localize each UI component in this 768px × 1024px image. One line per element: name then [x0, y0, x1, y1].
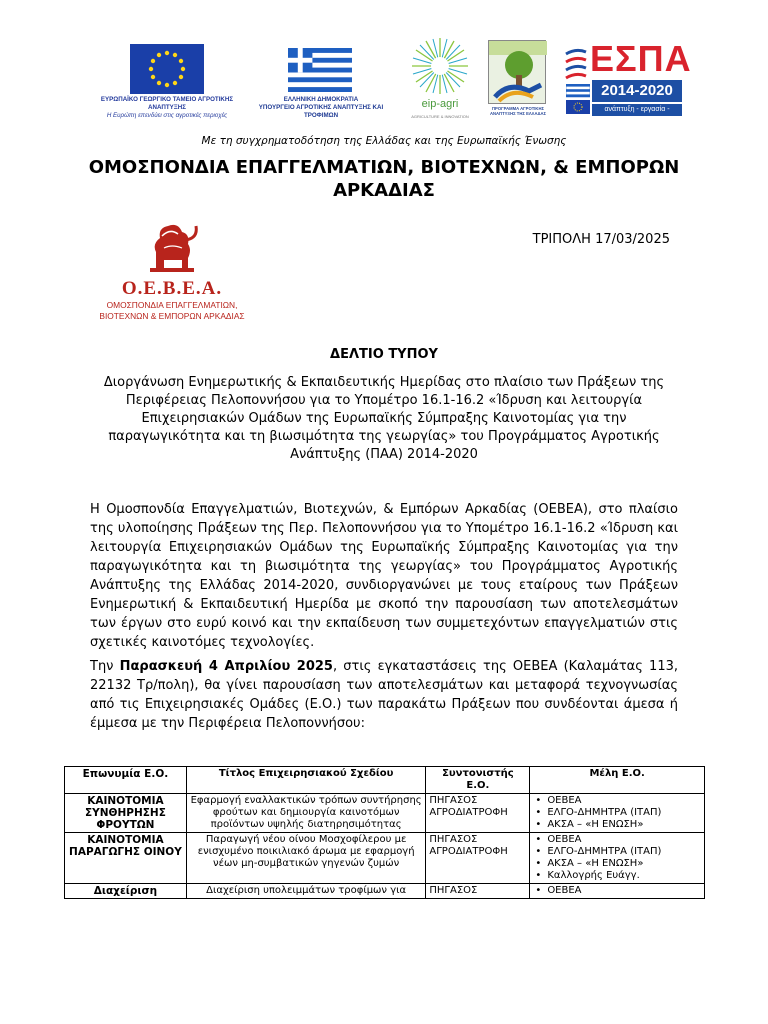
- eo-members: [530, 884, 705, 899]
- eo-members: [530, 833, 705, 884]
- lion-emblem-icon: [142, 218, 202, 278]
- paragraph-2-rest: , στις εγκαταστάσεις της ΟΕΒΕΑ (Καλαμάτας 113, 22132 Τρ/πολη), θα γίνει παρουσίαση των αποτελεσμάτων και μεταφορά τεχνογνωσίας από τις Επιχειρησιακές Ομάδες (Ε.Ο.) των παρακάτω Πράξεων που συνδέονται άμεσα ή έμμεσα με την Περιφέρεια Πελοποννήσου:: [90, 659, 678, 731]
- espa-stripes-icon: [564, 46, 588, 80]
- gr-caption-line2: ΥΠΟΥΡΓΕΙΟ ΑΓΡΟΤΙΚΗΣ ΑΝΑΠΤΥΞΗΣ ΚΑΙ ΤΡΟΦΙΜΩΝ: [258, 104, 384, 119]
- col-header-title: Τίτλος Επιχειρησιακού Σχεδίου: [186, 767, 426, 794]
- espa-logo: [560, 38, 692, 125]
- member-item: • ΕΛΓΟ-ΔΗΜΗΤΡΑ (ΙΤΑΠ): [533, 807, 701, 819]
- eu-flag-icon: [130, 44, 204, 94]
- paragraph-2-lead: Την: [90, 659, 120, 674]
- member-item: • ΕΛΓΟ-ΔΗΜΗΤΡΑ (ΙΤΑΠ): [533, 846, 701, 858]
- place-date: ΤΡΙΠΟΛΗ 17/03/2025: [532, 232, 670, 247]
- eo-title: Εφαρμογή εναλλακτικών τρόπων συντήρησης φρούτων και δημιουργία καινοτόμων προϊόντων υψηλής διατηρησιμότητας: [186, 794, 426, 833]
- gr-caption-line1: ΕΛΛΗΝΙΚΗ ΔΗΜΟΚΡΑΤΙΑ: [283, 96, 359, 103]
- event-date: Παρασκευή 4 Απριλίου 2025: [119, 659, 333, 674]
- cofunding-line: Με τη συγχρηματοδότηση της Ελλάδας και της Ευρωπαϊκής Ένωσης: [201, 135, 567, 147]
- eo-coordinator: ΠΗΓΑΣΟΣ ΑΓΡΟΔΙΑΤΡΟΦΗ: [426, 833, 530, 884]
- member-item: • ΟΕΒΕΑ: [533, 795, 701, 807]
- eo-name: ΚΑΙΝΟΤΟΜΙΑ ΠΑΡΑΓΩΓΗΣ ΟΙΝΟΥ: [65, 833, 187, 884]
- body-paragraph-2: [90, 657, 678, 733]
- member-item: • ΟΕΒΕΑ: [533, 885, 701, 897]
- member-item: • ΑΚΣΑ – «Η ΕΝΩΣΗ»: [533, 858, 701, 870]
- col-header-coordinator: Συντονιστής Ε.Ο.: [426, 767, 530, 794]
- eo-title: Παραγωγή νέου οίνου Μοσχοφίλερου με ενισχυμένο ποικιλιακό άρωμα με εφαρμογή νέων μη-συμβατικών γηγενών ζυμών: [186, 833, 426, 884]
- col-header-members: Μέλη Ε.Ο.: [530, 767, 705, 794]
- paa-program-logo: [484, 40, 552, 122]
- member-item: • Καλλογρής Ευάγγ.: [533, 870, 701, 882]
- table-header-row: [65, 767, 705, 794]
- table-row: [65, 884, 705, 899]
- table-row: [65, 794, 705, 833]
- table-row: [65, 833, 705, 884]
- gr-caption: [246, 96, 396, 120]
- eu-caption-line2: Η Ευρώπη επενδύει στις αγροτικές περιοχές: [106, 112, 228, 119]
- member-item: • ΟΕΒΕΑ: [533, 834, 701, 846]
- oebea-subtitle: [92, 300, 252, 322]
- oebea-logo: [92, 218, 252, 324]
- oebea-name: Ο.Ε.Β.Ε.Α.: [121, 278, 223, 299]
- eip-burst-icon: [402, 36, 478, 98]
- subject-text: Διοργάνωση Ενημερωτικής & Εκπαιδευτικής Ημερίδας στο πλαίσιο των Πράξεων της Περιφέρειας Πελοποννήσου για το Υπομέτρο 16.1-16.2 «Ίδρυση και λειτουργία Επιχειρησιακών Ομάδων της Ευρωπαϊκής Σύμπραξης Καινοτομίας για την παραγωγικότητα και τη βιωσιμότητα της γεωργίας» του Προγράμματος Αγροτικής Ανάπτυξης (ΠΑΑ) 2014-2020: [103, 375, 665, 462]
- espa-flags-icon: [566, 84, 590, 114]
- eafrd-eu-logo: [92, 44, 242, 124]
- organization-title-line2: ΑΡΚΑΔΙΑΣ: [333, 180, 435, 201]
- organization-title: [60, 156, 708, 202]
- eo-name: ΚΑΙΝΟΤΟΜΙΑ ΣΥΝΘΗΡΗΣΗΣ ΦΡΟΥΤΩΝ: [65, 794, 187, 833]
- member-item: • ΑΚΣΑ – «Η ΕΝΩΣΗ»: [533, 819, 701, 831]
- oebea-subtitle-line1: ΟΜΟΣΠΟΝΔΙΑ ΕΠΑΓΓΕΛΜΑΤΙΩΝ,: [106, 300, 238, 310]
- eip-sub-label: AGRICULTURE & INNOVATION: [411, 114, 469, 119]
- operational-groups-table: [64, 766, 705, 899]
- espa-slogan: ανάπτυξη - εργασία - αλληλεγγύη: [592, 104, 682, 116]
- eo-members: [530, 794, 705, 833]
- press-release-title: ΔΕΛΤΙΟ ΤΥΠΟΥ: [330, 347, 438, 362]
- eo-name: Διαχείριση: [65, 884, 187, 899]
- body-paragraph-1: Η Ομοσπονδία Επαγγελματιών, Βιοτεχνών, & Εμπόρων Αρκαδίας (ΟΕΒΕΑ), στο πλαίσιο της υλοποίησης Πράξεων της Περ. Πελοποννήσου για το Υπομέτρο 16.1-16.2 «Ίδρυση και λειτουργία Επιχειρησιακών Ομάδων της Ευρωπαϊκής Σύμπραξης Καινοτομίας για την παραγωγικότητα και τη βιωσιμότητα της γεωργίας» του Προγράμματος Αγροτικής Ανάπτυξης της Ελλάδας 2014-2020, συνδιοργανώνει με τους εταίρους των Πράξεων Ενημερωτική & Εκπαιδευτική Ημερίδα με σκοπό την παρουσίαση των αποτελεσμάτων των έργων στο ευρύ κοινό και την εκπαίδευση των συμμετεχόντων επαγγελματιών στις σχετικές καινοτόμες τεχνολογίες.: [90, 502, 678, 650]
- eo-coordinator: ΠΗΓΑΣΟΣ ΑΓΡΟΔΙΑΤΡΟΦΗ: [426, 794, 530, 833]
- greek-flag-icon: [288, 48, 352, 92]
- eu-caption: [92, 96, 242, 120]
- paa-emblem-icon: [488, 40, 546, 104]
- eu-caption-line1: ΕΥΡΩΠΑΪΚΟ ΓΕΩΡΓΙΚΟ ΤΑΜΕΙΟ ΑΓΡΟΤΙΚΗΣ ΑΝΑΠΤΥΞΗΣ: [100, 96, 234, 111]
- espa-years: 2014-2020: [592, 80, 682, 102]
- paa-caption: ΠΡΟΓΡΑΜΜΑ ΑΓΡΟΤΙΚΗΣ ΑΝΑΠΤΥΞΗΣ ΤΗΣ ΕΛΛΑΔΑΣ: [489, 106, 547, 116]
- greek-ministry-logo: [246, 44, 396, 124]
- col-header-name: Επωνυμία Ε.Ο.: [65, 767, 187, 794]
- eo-coordinator: ΠΗΓΑΣΟΣ: [426, 884, 530, 899]
- eip-agri-logo: [402, 36, 478, 124]
- espa-word: ΕΣΠΑ: [590, 38, 692, 79]
- eo-title: Διαχείριση υπολειμμάτων τροφίμων για: [186, 884, 426, 899]
- organization-title-line1: ΟΜΟΣΠΟΝΔΙΑ ΕΠΑΓΓΕΛΜΑΤΙΩΝ, ΒΙΟΤΕΧΝΩΝ, & ΕΜΠΟΡΩΝ: [88, 157, 680, 178]
- oebea-subtitle-line2: ΒΙΟΤΕΧΝΩΝ & ΕΜΠΟΡΩΝ ΑΡΚΑΔΙΑΣ: [99, 311, 245, 321]
- eip-label: eip-agri: [421, 98, 459, 110]
